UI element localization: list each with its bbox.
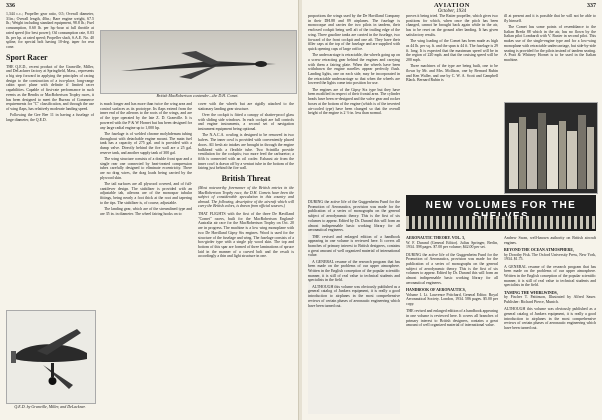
running-header — [302, 2, 602, 14]
body-paragraph: ill at present and it is possible that he will not be able to fly himself. — [504, 14, 596, 23]
body-paragraph: A GENERAL resume of the research program that has been made on the problems of our upper atmosphere. Written in the English conception of the popular scientific manner, it is still of real value to technical students and specialists in the field. — [308, 259, 400, 283]
review-body: THE revised and enlarged edition of a handbook appearing in one volume is reviewed here. It covers all branches of primary interest to British designers, contains a great amount of well organized material of international value. — [406, 309, 498, 328]
bookshelf-photo — [504, 102, 598, 194]
photo-caption-qed: Q.E.D. by Granville, Miller, and DeLackner. — [14, 404, 86, 409]
review-entry — [406, 253, 498, 286]
banner-stripe — [406, 216, 596, 229]
body-paragraph: DURING the active life of the Guggenheim Fund for the Promotion of Aeronautics, provision was made for the publication of a series of monographs on the general subject of aerodynamic theory. This is the first of six volumes to appear. Edited by Dr. Durand this will form an almost indispensable basic working library for all aeronautical engineers. — [308, 200, 400, 233]
review-body: Andrew Swan, well-known authority on British aircraft engines. — [504, 236, 596, 245]
body-paragraph: The landing gear, which are of the streamlined type and are 35 in. in diameter. The wheel fairing hooks on to — [100, 207, 192, 216]
plane-silhouette-icon — [101, 31, 296, 93]
body-paragraph: Over the cockpit is fitted a canopy of shatter-proof glass with sliding side windows. In each cockpit are full controls and engine instruments, a second set of navigation instrument equipment being optional. — [198, 113, 294, 132]
review-title: TAMING THE WHIRLWINDS, — [504, 290, 558, 295]
body-paragraph: The Comet has some points of resemblance to the Italian Breda 88 which in the air, has no flown by the Italian pilot Lombardi with V. Ruster in second pilot. This makes use of the single-engine type and for a low-wing monoplane with retractable undercarriage, but side-by-side seating is provided for the pilots instead of tandem seating. A Pratt & Whitney Hornet is to be used in the Italian machine. — [504, 25, 596, 62]
page-number-left: 336 — [6, 3, 15, 9]
review-entry — [504, 248, 596, 262]
left-page — [0, 0, 299, 420]
body-paragraph: Three machines of the type are being built, one to be flown by Mr. and Mrs. Mollison, one by Bernard Rubin and Ken Waller, and one by C. W. A. Scott and Campbell Black. Bernard Rubin is — [406, 64, 498, 83]
body-paragraph: The N.A.C.A. cowling is designed to be removed in two halves. The inner cowl is provided with conveniently placed doors. All fresh air intakes are brought in through the engine bulkhead with a flexible tube. Two Scintilla provide ventilation for the cockpits; two more feed the carburetor; a fifth is connected with an oil cooler. Exhaust air from the inner cowl is drawn off by a venturi tube in the bottom of the fairing just behind the fire wall. — [198, 133, 294, 171]
magazine-title: AVIATION — [434, 2, 470, 9]
review-entry — [406, 288, 498, 307]
banner-title: NEW VOLUMES FOR THE — [425, 200, 577, 211]
books-icon — [505, 103, 597, 193]
body-paragraph: The wing loading of the Comet has been made as high as 44 lb. per sq. ft. and the span is 44 ft. The fuselage is 29 ft. long. It is expected that the maximum speed will be in the region of 220 mph. and that the cruising speed will be 200 mph. — [406, 39, 498, 62]
review-body: DURING the active life of the Guggenheim Fund for the Promotion of Aeronautics, provision was made for the publication of a series of monographs on the general subject of aerodynamic theory. This is the first of six volumes to appear. Edited by Dr. Durand this will form an almost indispensable basic working library for all aeronautical engineers. — [406, 252, 498, 285]
review-entry — [504, 307, 596, 331]
left-column-2 — [100, 102, 192, 416]
section-title-british-threat: British Threat — [221, 174, 271, 184]
spec-paragraph: 1,344 c.c.; Propeller gear ratio, 0.5; Overall diameter, 31in.; Overall length, 40in.; Bare engine weight, 67.5 lb.; Weight including standard equipment, 98.8 lb.; Fuel consumption, 0.60 lb. per hp.-hour at full throttle at rated speed (for best power); Oil consumption rate, 0.03 lb. per hp. at rated speed; Propeller shaft, S.A.E. No. 40 spline, for special bolt having 10-deg. taper for rear cone. — [6, 12, 94, 49]
review-title: BEYOND THE OCEAN ATMOSPHERE, — [504, 247, 574, 252]
review-entry — [406, 309, 498, 328]
page-number-right: 337 — [587, 3, 596, 9]
body-paragraph: The wing structure consists of a double front spar and a single rear one connected by heat-treated compression tubes carefully designed to eliminate eccentricity. There are no drag wires, the drag loads being carried by the plywood skin. — [100, 156, 192, 180]
review-title: HANDBOOK OF AERONAUTICS, — [406, 288, 466, 293]
body-paragraph: THAT FLIGHTS with the first of the three De Havilland "Comet" racers, built for the MacRobertson England-Australia air race for the MacRobertson Trophy on Oct. 20 are in progress. The machine is a low wing monoplane with two De Havilland Gipsy Six engines. Wood is used for the structure of the fuselage and wing. The fuselage consists of a box-girder type with a single ply wood skin. The top and bottom of this spar are formed of three laminations of spruce laid in the manner of a curved bolt and the result is accordingly a thin and light structure in one. — [198, 212, 294, 259]
review-body: ALTHOUGH this volume was obviously published as a general catalog of Junkers equipment, it is really a good introduction to airplanes in the most comprehensive reviews of certain phases of aeronautic engineering which have been turned out. — [504, 307, 596, 330]
body-paragraph: Following the Gee Bee 11 in having a fuselage of large diameter, the Q.E.D. — [6, 113, 94, 122]
review-body: Volume 1. Lt. Lawrence Pritchard, General Editor. Royal Aeronautical Society. London, 1934. 586 pages. $5.00 per copy. — [406, 292, 498, 307]
body-paragraph: The fuselage is of welded chrome molybdenum tubing throughout with detachable engine mount. The main fuel tank has a capacity of 275 gal. and is provided with a dump valve. Directly behind the fire wall are a 25 gal. reserve tank, and another supply tank of 300 gal. — [100, 131, 192, 155]
body-paragraph: The tail surfaces are all plywood covered, and of full-cantilever design. The stabilizer is provided with an adjustable tab, ailerons are of the monospar tubular fittings, being nearly a foot thick at the root and tapering to the tips. The stabilizer is, of course, adjustable. — [100, 182, 192, 205]
right-column-1 — [308, 14, 400, 194]
review-body: W. F. Durand (General Editor). Julius Springer, Berlin, 1934. 398 pages. $7.00 per volume; $42.00 per set. — [406, 240, 498, 250]
review-title: AERONAUTIC THEORY. VOL. 3, — [406, 236, 465, 240]
section-subtitle: (Most noteworthy forerunner of the British entries in the MacRobertson Trophy race, the D.H. Comets have been the subject of considerable speculation in this country and abroad. The following, descriptive of the aircraft which will carry the British colors, is drawn from official sources.) — [198, 186, 294, 209]
reviews-column-2 — [504, 236, 596, 416]
plane-side-view-icon — [7, 311, 95, 403]
right-column-3 — [504, 14, 596, 100]
new-volumes-banner — [406, 195, 596, 231]
body-paragraph: proportions the wings used by the De Havilland Company in their DH.88 and 89 airplanes. The fuselage is monocoque and carries the two pilots in tandem, their enclosed cockpit being well aft of the trailing edge of the wing. Three gasoline tanks are carried in the fuselage, two forward of the front cockpit and one aft. They have their filler caps at the top of the fuselage and are supplied with quick opening caps of large orifice. — [308, 14, 400, 51]
body-paragraph: THE Q.E.D., recent product of the Granville, Miller, and DeLackner factory at Springfield, Mass., represents a big step forward in applying the principles of racing design to the construction of a two-place, long-range cabin sport plane with definite if limited racer capabilities. Capable of first-rate performance in such events as the Bendix or MacRobertson Trophy races, it has been designed to meet the Bureau of Commerce requirements for "C" classification, and through the use of wing flaps, has relatively moderate landing speed. — [6, 64, 94, 111]
photo-caption-comet: British MacRobertson contender—the D.H. Comet. — [156, 93, 239, 98]
left-column-3 — [198, 102, 294, 416]
body-paragraph: cover with the wheels but are rigidly attached to the stationary landing gear structure. — [198, 102, 294, 111]
right-page — [302, 0, 602, 420]
body-paragraph: ALTHOUGH this volume was obviously published as a general catalog of Junkers equipment, it is really a good introduction to airplanes in the most comprehensive reviews of certain phases of aeronautic engineering which have been turned out. — [308, 284, 400, 308]
reviews-column-1 — [406, 236, 498, 416]
issue-date: October, 1934 — [437, 9, 467, 14]
body-paragraph: The undercarriage is retractable, the wheels going up on a screw retracting gear behind the engines and carrying with them a fairing plate. When the wheels have been withdrawn the engine nacelles appear perfectly flush. Landing lights, one on each side, may be incorporated in the retractable undercarriage so that when the wheels are lowered the lights come into position for use. — [308, 53, 400, 86]
review-body: A GENERAL resume of the research program that has been made on the problems of our upper atmosphere. Written in the English conception of the popular scientific manner, it is still of real value to technical students and specialists in the field. — [504, 264, 596, 288]
body-paragraph: THE revised and enlarged edition of a handbook appearing in one volume is reviewed here. It covers all branches of primary interest to British designers, contains a great amount of well organized material of international value. — [308, 234, 400, 258]
right-page-text-block-filler — [308, 200, 400, 414]
review-body: by Fischer T. Pattinson, Illustrated by Alfred Sauer. Publisher: Richard Pierce, Munich. — [504, 295, 596, 304]
comet-in-flight-photo — [100, 30, 297, 94]
body-paragraph: proves it being tried. The Ratier propeller, which gives two positions for which, when once the pitch has been changed, cannot be brought back again while in the air, has to be reset on the ground after landing. It has given satisfactory results. — [406, 14, 498, 37]
right-column-2 — [406, 14, 498, 194]
section-title-sport-racer: Sport Racer — [6, 52, 48, 62]
review-entry — [504, 236, 596, 245]
right-column-1-continued — [308, 200, 400, 414]
review-entry — [406, 236, 498, 250]
review-entry — [504, 291, 596, 305]
review-body: by Dorothy Fisk. The Oxford University Press, New York, 1934. $1.75. — [504, 252, 596, 262]
qed-plane-photo — [6, 310, 96, 404]
body-paragraph: The engines are of the Gipsy Six type but they have been modified in respect of their frontal area. The cylinder heads have been re-designed and the valve gear and rocker boxes at the bottom of the engine (which is of the inverted air-cooled type) have been changed so that the overall height of the engine is 2 ½ in. less than normal. — [308, 87, 400, 116]
review-entry — [504, 265, 596, 289]
body-paragraph: is much longer and has more than twice the wing area and control surfaces as its prototype. Its flaps extend from the inner end of the ailerons to the roots of the wings, and are of the type operated by the late Z. D. Granville. It is powered with the P & W Hornet but has been designed for any large radial engine up to 1,000 hp. — [100, 102, 192, 130]
